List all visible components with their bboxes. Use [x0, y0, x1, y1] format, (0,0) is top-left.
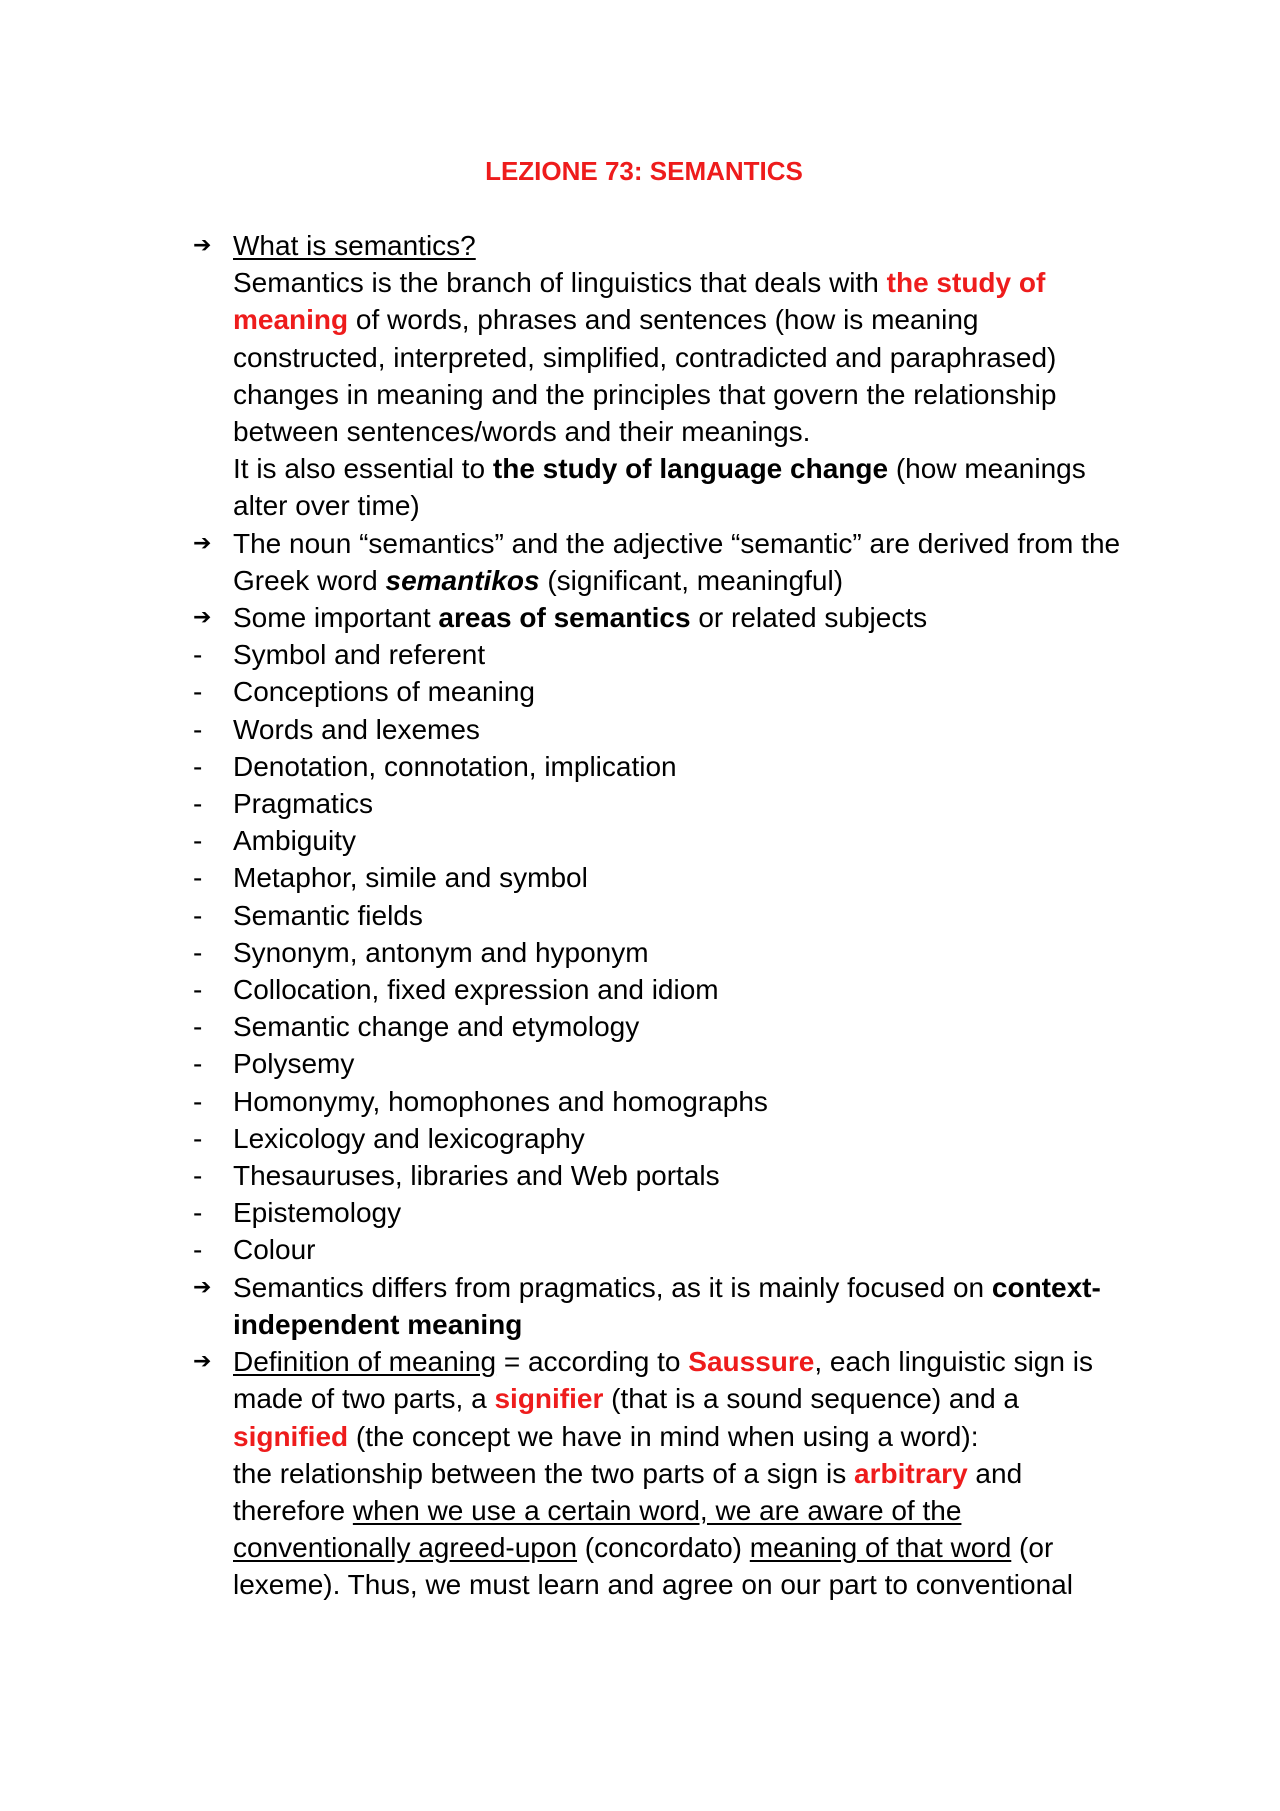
dash-bullet: -	[193, 936, 203, 968]
bullet-content	[233, 525, 1133, 599]
paragraph	[233, 264, 1133, 450]
text-run: (or lexeme). Thus, we must learn and agree on our part to conventional	[233, 1532, 1073, 1601]
list-item-text: Collocation, fixed expression and idiom	[233, 974, 719, 1006]
highlight-text: signifier	[494, 1383, 604, 1415]
highlight-text: Saussure	[688, 1346, 815, 1378]
text-run: Semantics is the branch of linguistics that deals with	[233, 267, 887, 299]
bullet-areas-intro	[193, 599, 1133, 636]
list-item	[193, 636, 1133, 673]
bullet-what-is-semantics	[193, 227, 1133, 525]
arrow-bullet-icon: ➔	[193, 530, 212, 556]
bullet-etymology	[193, 525, 1133, 599]
underlined-text: meaning of that word	[749, 1532, 1012, 1564]
text-run: (that is a sound sequence) and a	[603, 1383, 1020, 1415]
list-item-text: Denotation, connotation, implication	[233, 750, 677, 782]
list-item-text: Synonym, antonym and hyponym	[233, 936, 649, 968]
list-item	[193, 897, 1133, 934]
highlight-text: signified	[233, 1420, 349, 1452]
bullet-content	[233, 599, 1133, 636]
dash-bullet: -	[193, 825, 203, 857]
list-item	[193, 1231, 1133, 1268]
paragraph	[233, 1455, 1133, 1604]
bullet-pragmatics-difference	[193, 1269, 1133, 1343]
paragraph	[233, 1343, 1133, 1455]
arrow-bullet-icon: ➔	[193, 605, 212, 631]
list-item	[193, 1045, 1133, 1082]
text-run: The noun “semantics” and the adjective “semantic” are derived from the Greek word	[233, 527, 1121, 596]
paragraph	[233, 450, 1133, 524]
text-run: Semantics differs from pragmatics, as it is mainly focused on	[233, 1271, 992, 1303]
list-item	[193, 1194, 1133, 1231]
bold-text: areas of semantics	[438, 602, 691, 634]
dash-bullet: -	[193, 1011, 203, 1043]
list-item	[193, 748, 1133, 785]
highlight-text: arbitrary	[854, 1457, 968, 1489]
list-item-text: Ambiguity	[233, 825, 356, 857]
dash-bullet: -	[193, 788, 203, 820]
dash-bullet: -	[193, 862, 203, 894]
list-item-text: Words and lexemes	[233, 713, 480, 745]
dash-bullet: -	[193, 1160, 203, 1192]
bold-italic-text: semantikos	[385, 564, 540, 596]
list-item	[193, 673, 1133, 710]
dash-bullet: -	[193, 899, 203, 931]
text-run: , each linguistic sign is made of two parts, a	[233, 1346, 1093, 1415]
bullet-content	[233, 1269, 1133, 1343]
bullet-content	[233, 1343, 1133, 1603]
dash-bullet: -	[193, 639, 203, 671]
bold-text: the study of language change	[492, 453, 889, 485]
underlined-text: Definition of meaning	[233, 1346, 497, 1378]
dash-bullet: -	[193, 1085, 203, 1117]
list-item-text: Semantic fields	[233, 899, 423, 931]
list-item	[193, 822, 1133, 859]
dash-bullet: -	[193, 1122, 203, 1154]
text-run: the relationship between the two parts of a sign is	[233, 1457, 855, 1489]
arrow-bullet-icon: ➔	[193, 233, 212, 258]
text-run: (the concept we have in mind when using a word):	[348, 1420, 979, 1452]
bullet-content	[233, 227, 1133, 525]
list-item-text: Lexicology and lexicography	[233, 1122, 585, 1154]
dash-bullet: -	[193, 1234, 203, 1266]
document-body	[193, 227, 1133, 1604]
text-run: Some important	[233, 602, 439, 634]
list-item-text: Metaphor, simile and symbol	[233, 862, 588, 894]
list-item-text: Homonymy, homophones and homographs	[233, 1085, 768, 1117]
dash-bullet: -	[193, 1197, 203, 1229]
list-item	[193, 859, 1133, 896]
list-item-text: Pragmatics	[233, 788, 374, 820]
list-item-text: Polysemy	[233, 1048, 355, 1080]
list-item	[193, 971, 1133, 1008]
dash-bullet: -	[193, 713, 203, 745]
bold-text: context-independent meaning	[233, 1271, 1101, 1340]
list-item	[193, 934, 1133, 971]
text-run: and therefore	[233, 1457, 1023, 1526]
dash-bullet: -	[193, 1048, 203, 1080]
text-run: = according to	[496, 1346, 689, 1378]
highlight-text: the study of meaning	[233, 267, 1046, 336]
dash-bullet: -	[193, 676, 203, 708]
text-run: (how meanings alter over time)	[233, 453, 1086, 522]
text-run: or related subjects	[690, 602, 928, 634]
list-item-text: Epistemology	[233, 1197, 402, 1229]
list-item-text: Conceptions of meaning	[233, 676, 535, 708]
dash-bullet: -	[193, 974, 203, 1006]
list-item-text: Thesauruses, libraries and Web portals	[233, 1160, 720, 1192]
arrow-bullet-icon: ➔	[193, 1349, 212, 1375]
text-run: (significant, meaningful)	[539, 564, 844, 596]
list-item	[193, 1083, 1133, 1120]
dash-bullet: -	[193, 750, 203, 782]
bullet-definition-of-meaning	[193, 1343, 1133, 1603]
list-item	[193, 711, 1133, 748]
section-heading: What is semantics?	[233, 230, 476, 261]
text-run: of words, phrases and sentences (how is meaning constructed, interpreted, simplified, contradicted and paraphrased) changes in meaning and the principles that govern the relationship between sentences/words and their meanings.	[233, 304, 1057, 448]
list-item	[193, 1157, 1133, 1194]
list-item	[193, 1120, 1133, 1157]
list-item-text: Symbol and referent	[233, 639, 486, 671]
list-item	[193, 1008, 1133, 1045]
arrow-bullet-icon: ➔	[193, 1274, 212, 1300]
list-item-text: Colour	[233, 1234, 316, 1266]
text-run: (concordato)	[577, 1532, 750, 1564]
page-title: LEZIONE 73: SEMANTICS	[485, 156, 803, 186]
list-item	[193, 785, 1133, 822]
list-item-text: Semantic change and etymology	[233, 1011, 640, 1043]
underlined-text: when we use a certain word, we are aware of the conventionally agreed-upon	[233, 1494, 962, 1564]
text-run: It is also essential to	[233, 453, 493, 485]
